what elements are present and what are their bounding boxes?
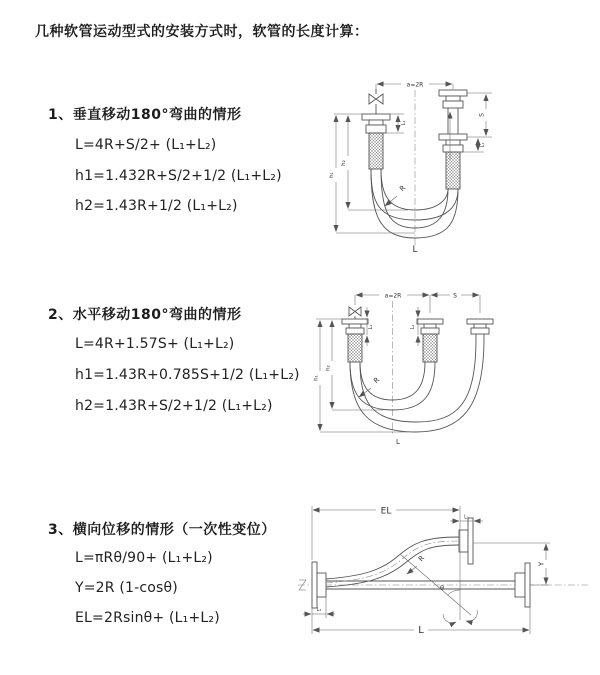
dim-label-l1-left: L₁ [401,120,407,126]
dim-label-l1-bottom: L₁ [316,607,322,613]
dimension-fitting-left [367,307,374,346]
section-3-formula-Y: Y=2R (1-cosθ) [75,580,178,596]
dim-label-a2r: a=2R [384,292,402,300]
dim-label-s: S [478,113,486,117]
left-braided-hose [369,133,383,169]
dim-label-h1: h₁ [313,375,320,381]
dimension-l1-bottom [303,597,335,618]
horizontal-180-bend-diagram [308,283,568,463]
left-fitting [312,562,326,608]
vertical-180-bend-diagram [318,70,548,255]
middle-flange [417,319,443,334]
dimension-fitting-middle [410,307,418,346]
right-flange [467,319,493,338]
dim-label-l1: L₁ [368,324,374,330]
hose-u-bend-shifted [350,338,484,432]
dim-label-l2: L₂ [410,324,416,330]
angle-construction [400,554,477,623]
hose-u-bend [371,169,458,238]
dim-label-l1-right: L₁ [480,142,486,148]
dimension-el [312,505,460,621]
right-fitting [515,563,530,607]
length-label: L [396,438,400,446]
dimension-a2r [355,291,480,313]
radius-label: R [372,375,382,386]
right-pipe [439,90,467,189]
angle-label: θ [440,584,444,592]
middle-braided-hose [423,334,437,362]
dimension-l1-top [450,515,483,522]
dimension-s [431,291,479,300]
dim-label-h2: h₂ [341,160,347,166]
section-1-formula-L: L=4R+S/2+ (L₁+L₂) [75,137,217,153]
dimension-l [312,607,530,636]
hose-displaced-position [326,537,459,587]
radius-callout [385,184,407,206]
valve-icon [369,89,383,114]
left-flange [342,319,368,334]
lateral-displacement-diagram [296,502,596,652]
dim-label-h2: h₂ [325,365,332,371]
section-2-heading: 2、水平移动180°弯曲的情形 [48,307,242,323]
section-1-heading: 1、垂直移动180°弯曲的情形 [48,107,242,123]
dimension-y [473,543,550,585]
left-braided-hose [348,334,362,362]
section-3-heading: 3、横向位移的情形（一次性变位） [48,522,276,538]
radius-callout [407,554,426,574]
dim-label-h1: h₁ [329,172,335,178]
raised-fitting [459,518,473,564]
section-2-formula-L: L=4R+1.57S+ (L₁+L₂) [75,336,235,352]
dim-label-el: EL [380,506,392,517]
dimension-l1-right [460,139,486,153]
section-1-formula-h1: h1=1.432R+S/2+1/2 (L₁+L₂) [75,168,282,184]
left-flange [362,114,390,133]
section-2-formula-h2: h2=1.43R+S/2+1/2 (L₁+L₂) [75,398,273,414]
length-label: L [412,245,418,255]
page-title: 几种软管运动型式的安装方式时，软管的长度计算： [35,24,369,40]
dim-label-y: Y [537,561,546,567]
dim-label-l1-top: L₁ [464,514,469,521]
section-3-formula-EL: EL=2Rsinθ+ (L₁+L₂) [75,610,220,626]
dim-label-l: L [418,625,424,636]
section-2-formula-h1: h1=1.43R+0.785S+1/2 (L₁+L₂) [75,367,300,383]
dim-label-s: S [453,292,457,300]
section-1-formula-h2: h2=1.43R+1/2 (L₁+L₂) [75,198,238,214]
section-3-formula-L: L=πRθ/90+ (L₁+L₂) [75,550,213,566]
radius-label: R [398,183,408,194]
valve-icon [349,307,361,319]
dim-label-a2r: a=2R [406,81,424,89]
radius-label: R [416,554,427,564]
dimension-s [467,93,492,137]
